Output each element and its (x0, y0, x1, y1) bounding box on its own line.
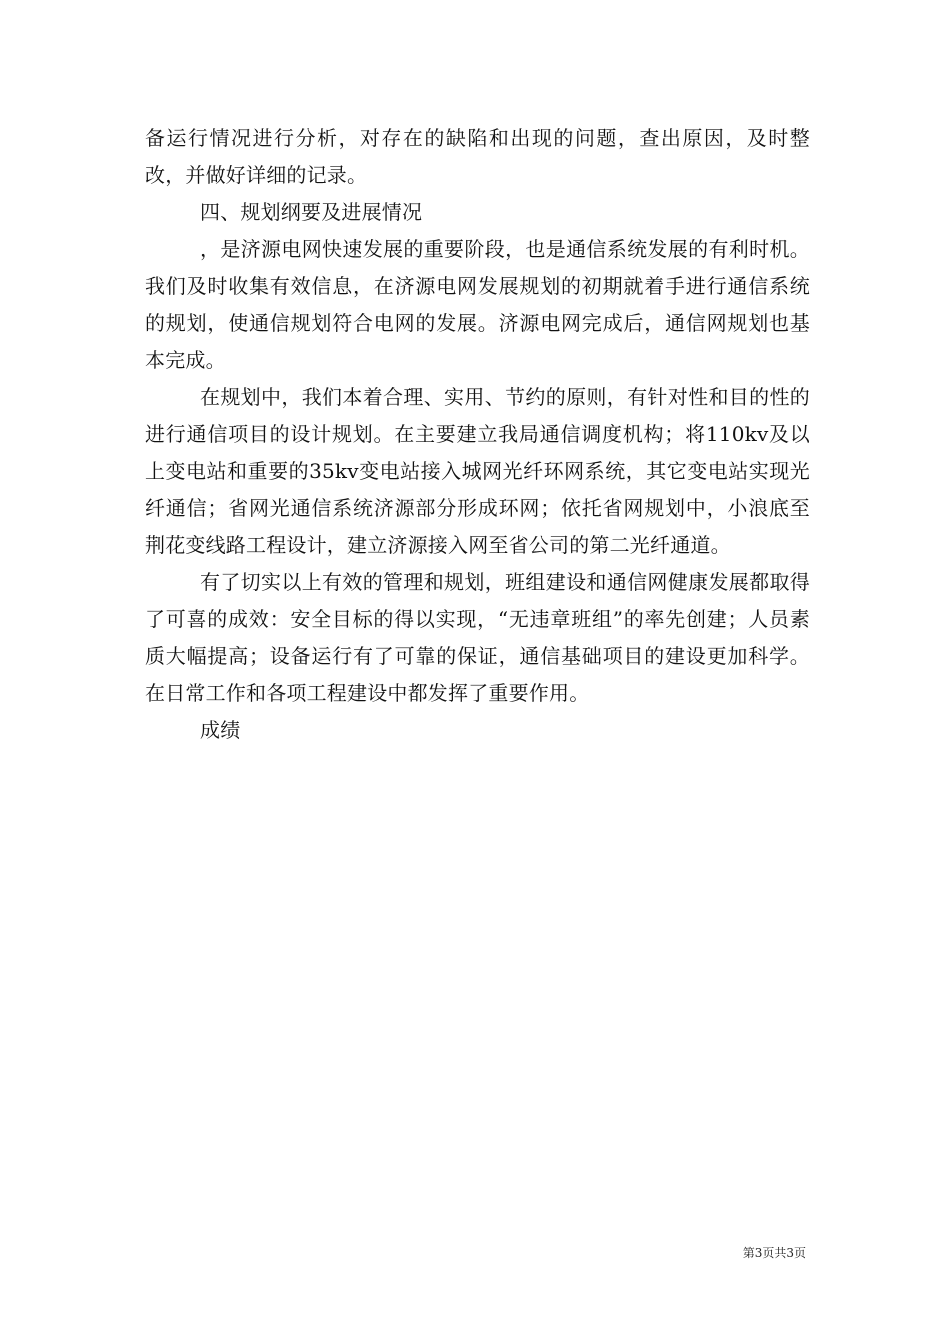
paragraph: ，是济源电网快速发展的重要阶段，也是通信系统发展的有利时机。我们及时收集有效信息，在济源电网发展规划的初期就着手进行通信系统的规划，使通信规划符合电网的发展。济源电网完成后，通信网规划也基本完成。 (145, 237, 810, 372)
document-body (145, 120, 810, 749)
page-number: 第3页共3页 (742, 1246, 806, 1260)
section-heading: 成绩 (200, 718, 241, 742)
paragraph: 在规划中，我们本着合理、实用、节约的原则，有针对性和目的性的进行通信项目的设计规划。在主要建立我局通信调度机构；将110kv及以上变电站和重要的35kv变电站接入城网光纤环网系统，其它变电站实现光纤通信；省网光通信系统济源部分形成环网；依托省网规划中，小浪底至荆花变线路工程设计，建立济源接入网至省公司的第二光纤通道。 (145, 385, 810, 557)
section-heading: 四、规划纲要及进展情况 (200, 200, 423, 224)
paragraph: 有了切实以上有效的管理和规划，班组建设和通信网健康发展都取得了可喜的成效：安全目标的得以实现，“无违章班组”的率先创建；人员素质大幅提高；设备运行有了可靠的保证，通信基础项目的建设更加科学。在日常工作和各项工程建设中都发挥了重要作用。 (145, 570, 810, 705)
paragraph-continuation: 备运行情况进行分析，对存在的缺陷和出现的问题，查出原因，及时整改，并做好详细的记录。 (145, 126, 810, 187)
